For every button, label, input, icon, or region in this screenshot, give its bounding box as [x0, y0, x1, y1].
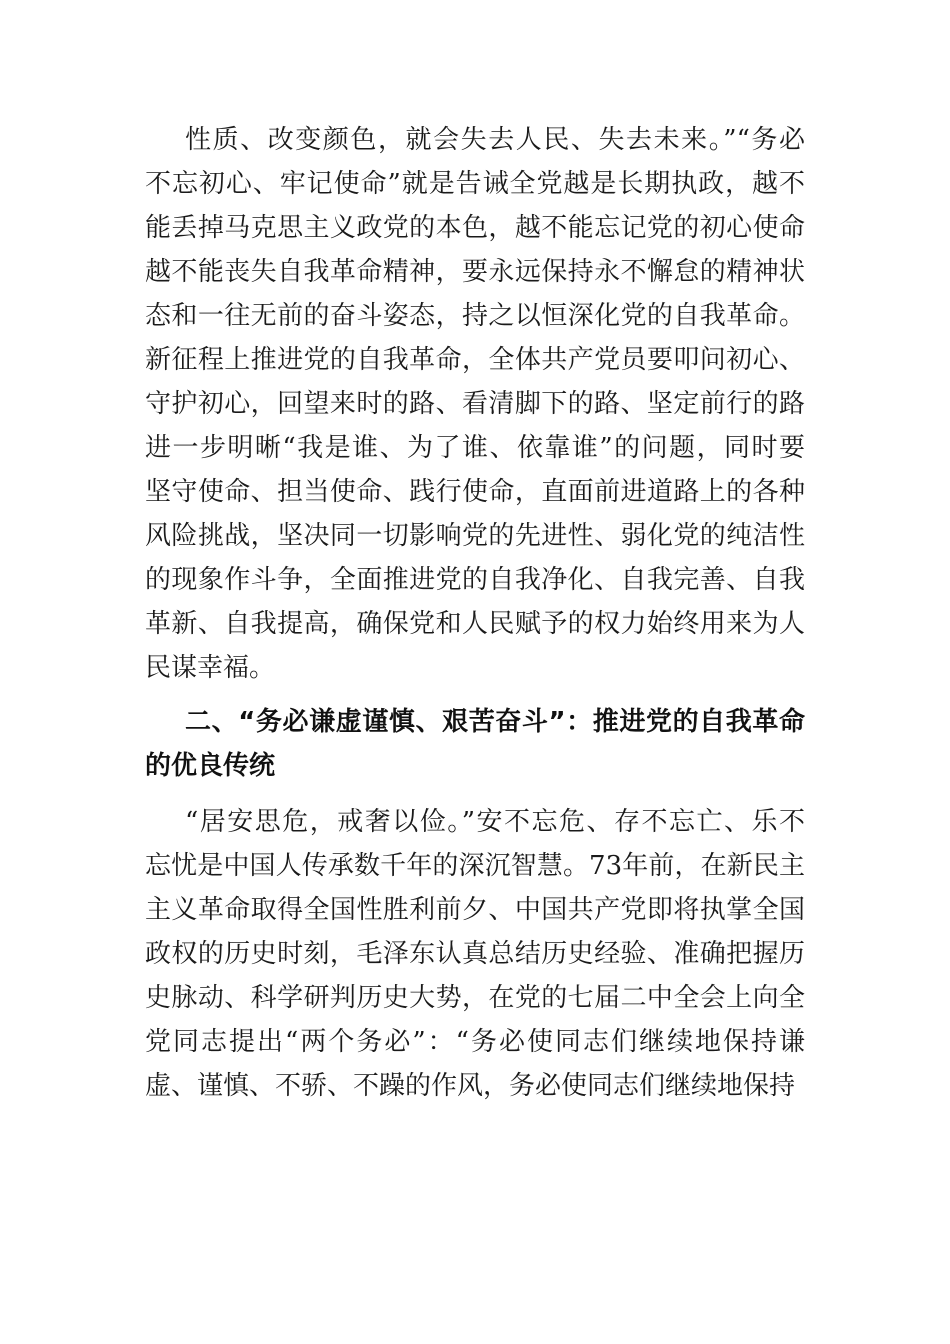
paragraph-1-line: 风险挑战，坚决同一切影响党的先进性、弱化党的纯洁性 — [145, 521, 805, 551]
paragraph-2-line: 忘忧是中国人传承数千年的深沉智慧。73年前，在新民主 — [145, 851, 805, 881]
paragraph-2-line: 政权的历史时刻，毛泽东认真总结历史经验、准确把握历 — [145, 939, 805, 969]
paragraph-1-line: 守护初心，回望来时的路、看清脚下的路、坚定前行的路 — [145, 389, 805, 419]
paragraph-1-line: 性质、改变颜色，就会失去人民、失去未来。”“务必 — [185, 125, 805, 155]
paragraph-2-line: 党同志提出“两个务必”：“务必使同志们继续地保持谦 — [145, 1027, 805, 1057]
section-heading: 二、“务必谦虚谨慎、艰苦奋斗”：推进党的自我革命 — [185, 707, 805, 737]
paragraph-1-line: 不忘初心、牢记使命”就是告诫全党越是长期执政，越不 — [145, 169, 805, 199]
paragraph-1-line: 态和一往无前的奋斗姿态，持之以恒深化党的自我革命。 — [145, 301, 805, 331]
paragraph-1-line: 越不能丧失自我革命精神，要永远保持永不懈怠的精神状 — [145, 257, 805, 287]
paragraph-2-line: 虚、谨慎、不骄、不躁的作风，务必使同志们继续地保持 — [145, 1071, 796, 1101]
paragraph-1-line: 革新、自我提高，确保党和人民赋予的权力始终用来为人 — [145, 609, 805, 639]
paragraph-1-line: 能丢掉马克思主义政党的本色，越不能忘记党的初心使命 — [145, 213, 805, 243]
section-heading: 的优良传统 — [145, 751, 276, 781]
paragraph-2-line: “居安思危，戒奢以俭。”安不忘危、存不忘亡、乐不 — [185, 807, 805, 837]
paragraph-2-line: 史脉动、科学研判历史大势，在党的七届二中全会上向全 — [145, 983, 805, 1013]
paragraph-1-line: 的现象作斗争，全面推进党的自我净化、自我完善、自我 — [145, 565, 805, 595]
paragraph-1-line: 新征程上推进党的自我革命，全体共产党员要叩问初心、 — [145, 345, 805, 375]
paragraph-1-line: 坚守使命、担当使命、践行使命，直面前进道路上的各种 — [145, 477, 805, 507]
paragraph-2-line: 主义革命取得全国性胜利前夕、中国共产党即将执掌全国 — [145, 895, 805, 925]
paragraph-1-line: 进一步明晰“我是谁、为了谁、依靠谁”的问题，同时要 — [145, 433, 805, 463]
paragraph-1-line: 民谋幸福。 — [145, 653, 276, 683]
